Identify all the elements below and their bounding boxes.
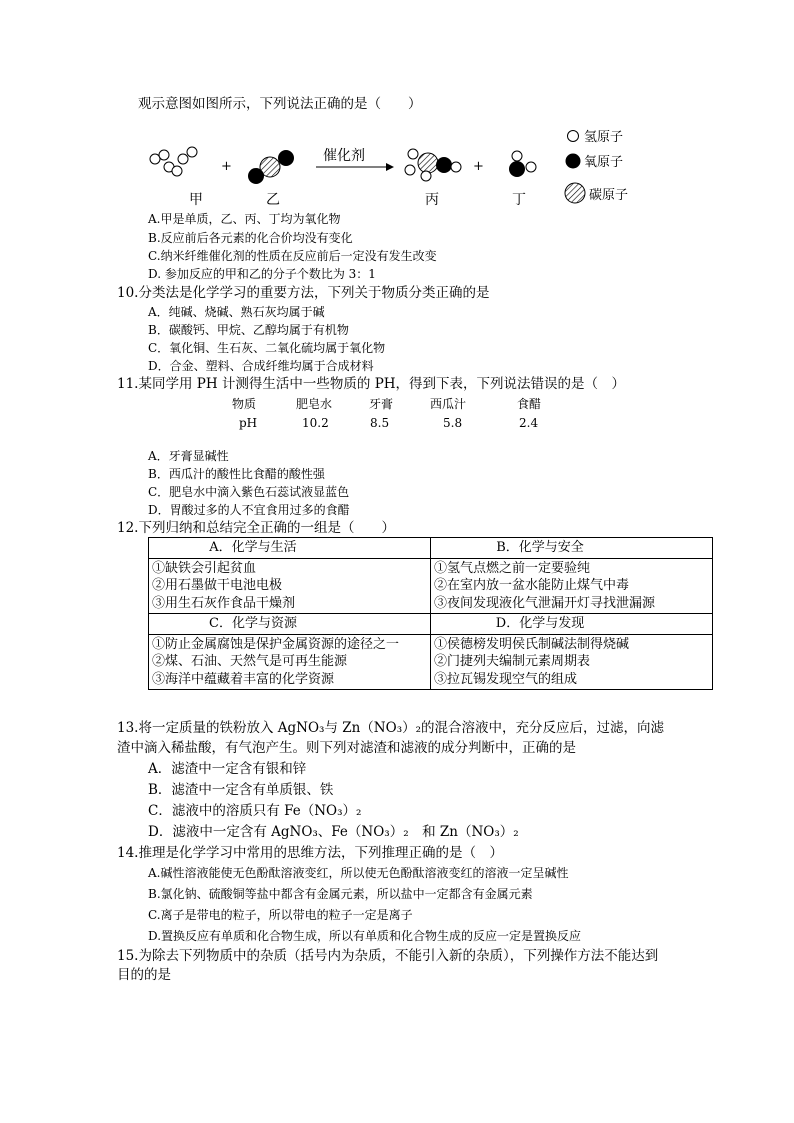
q11-stem: 11.某同学用 PH 计测得生活中一些物质的 PH，得到下表，下列说法错误的是（ ） [117,376,626,392]
q13-option-d: D．滤液中一定含有 AgNO₃、Fe（NO₃）₂ 和 Zn（NO₃）₂ [148,824,519,840]
q12-cell-a-items: ①缺铁会引起贫血 ②用石墨做干电池电极 ③用生石灰作食品干燥剂 [149,558,431,614]
q10-option-a: A．纯碱、烧碱、熟石灰均属于碱 [148,305,325,319]
q12-cell-b-title: B．化学与安全 [431,538,713,559]
q15-stem-line2: 目的的是 [117,967,171,983]
ph-table-header-1: 肥皂水 [296,397,333,411]
q11-option-d: D．胃酸过多的人不宜食用过多的食醋 [148,503,350,517]
ph-table-cell-2: 8.5 [370,416,390,430]
label-ding: 丁 [512,192,526,208]
q9-option-b: B.反应前后各元素的化合价均没有变化 [148,231,353,245]
q14-stem: 14.推理是化学学习中常用的思维方法，下列推理正确的是（ ） [117,845,503,861]
ph-table-cell-3: 5.8 [443,416,463,430]
catalyst-label: 催化剂 [323,148,365,164]
ph-table-cell-4: 2.4 [519,416,539,430]
legend-hydrogen [566,126,623,145]
q12-stem: 12.下列归纳和总结完全正确的一组是（ ） [117,520,395,536]
plus-sign-1: + [221,159,232,174]
q13-option-c: C．滤液中的溶质只有 Fe（NO₃）₂ [148,803,362,819]
q10-stem: 10.分类法是化学学习的重要方法，下列关于物质分类正确的是 [117,285,490,301]
q9-option-c: C.纳米纤维催化剂的性质在反应前后一定没有发生改变 [148,249,437,263]
label-yi: 乙 [266,192,280,208]
legend-hydrogen-label: 氢原子 [584,130,624,145]
label-bing: 丙 [425,192,439,208]
q14-option-d: D.置换反应有单质和化合物生成，所以有单质和化合物生成的反应一定是置换反应 [148,929,582,943]
carbon-atom-icon [563,182,587,204]
label-jia: 甲 [189,192,203,208]
q10-option-d: D．合金、塑料、合成纤维均属于合成材料 [148,359,374,373]
q9-option-a: A.甲是单质，乙、丙、丁均为氧化物 [148,212,341,226]
ph-table-header-0: 物质 [232,397,257,411]
q14-option-c: C.离子是带电的粒子，所以带电的粒子一定是离子 [148,908,413,922]
molecule-jia [150,147,197,176]
q12-cell-d-items: ①侯德榜发明侯氏制碱法制得烧碱 ②门捷列夫编制元素周期表 ③拉瓦锡发现空气的组成 [431,634,713,690]
q12-cell-a-title: A．化学与生活 [149,538,431,559]
ph-table-cell-0: pH [239,416,258,430]
hydrogen-atom-icon [566,129,580,143]
q13-option-b: B．滤渣中一定含有单质银、铁 [148,782,334,798]
legend-oxygen-label: 氧原子 [584,155,624,170]
q13-option-a: A．滤渣中一定含有银和锌 [148,761,307,777]
q12-cell-d-title: D．化学与发现 [431,614,713,635]
ph-table-header-2: 牙膏 [369,397,394,411]
q11-option-a: A．牙膏显碱性 [148,449,229,463]
molecule-bing [405,149,461,181]
molecule-ding [509,151,536,177]
ph-table-header-3: 西瓜汁 [430,397,467,411]
legend-oxygen [564,151,623,170]
q11-option-c: C．肥皂水中滴入紫色石蕊试液显蓝色 [148,485,350,499]
plus-sign-2: + [473,159,484,174]
q13-stem-line2: 渣中滴入稀盐酸，有气泡产生。则下列对滤渣和滤液的成分判断中，正确的是 [117,740,576,756]
q13-stem-line1: 13.将一定质量的铁粉放入 AgNO₃与 Zn（NO₃）₂的混合溶液中，充分反应后，过滤，向滤 [117,720,665,736]
q12-cell-b-items: ①氢气点燃之前一定要验纯 ②在室内放一盆水能防止煤气中毒 ③夜间发现液化气泄漏开灯寻找泄漏源 [431,558,713,614]
legend-carbon [563,182,628,204]
q9-stem: 观示意图如图所示，下列说法正确的是（ ） [138,96,422,112]
legend-carbon-label: 碳原子 [589,187,629,203]
q12-cell-c-items: ①防止金属腐蚀是保护金属资源的途径之一 ②煤、石油、天然气是可再生能源 ③海洋中蕴藏着丰富的化学资源 [149,634,431,690]
q12-cell-c-title: C．化学与资源 [149,614,431,635]
q14-option-a: A.碱性溶液能使无色酚酞溶液变红，所以使无色酚酞溶液变红的溶液一定呈碱性 [148,866,569,880]
ph-table-cell-1: 10.2 [302,416,329,430]
oxygen-atom-icon [564,152,582,170]
q10-option-b: B．碳酸钙、甲烷、乙醇均属于有机物 [148,323,349,337]
ph-table-header-4: 食醋 [517,397,542,411]
q12-table [148,537,713,690]
molecule-yi [248,150,294,184]
q14-option-b: B.氯化钠、硫酸铜等盐中都含有金属元素，所以盐中一定都含有金属元素 [148,887,533,901]
q11-option-b: B．西瓜汁的酸性比食醋的酸性强 [148,467,325,481]
q10-option-c: C．氧化铜、生石灰、二氧化硫均属于氧化物 [148,341,386,355]
q15-stem-line1: 15.为除去下列物质中的杂质（括号内为杂质，不能引入新的杂质），下列操作方法不能达到 [117,948,659,964]
q9-option-d: D. 参加反应的甲和乙的分子个数比为 3：1 [148,267,376,281]
